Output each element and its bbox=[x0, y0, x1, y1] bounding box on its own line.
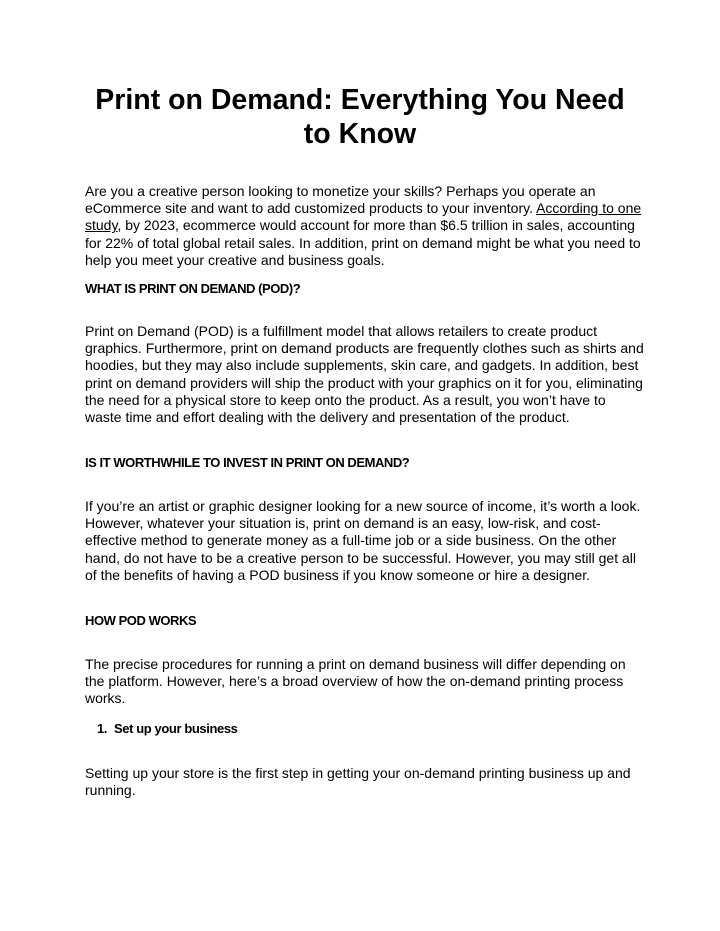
intro-paragraph bbox=[85, 183, 645, 269]
section-heading-worthwhile: IS IT WORTHWHILE TO INVEST IN PRINT ON DEMAND? bbox=[85, 455, 410, 470]
page-title: Print on Demand: Everything You Need to Know bbox=[95, 84, 625, 150]
section-body-how-pod-works: The precise procedures for running a print on demand business will differ depending on the platform. However, here’s a broad overview of how the on-demand printing process works. bbox=[85, 656, 626, 707]
step-number: 1. bbox=[96, 721, 107, 736]
section-body-what-is-pod: Print on Demand (POD) is a fulfillment model that allows retailers to create product graphics. Furthermore, print on demand products are frequently clothes such as shirts and hoodies, but they may also include supplements, skin care, and gadgets. In addition, best print on demand providers will ship the product with your graphics on it for you, eliminating the need for a physical store to keep onto the product. As a result, you won’t have to waste time and effort dealing with the delivery and presentation of the product. bbox=[85, 323, 644, 426]
intro-text-start: Are you a creative person looking to monetize your skills? Perhaps you operate an eCommerce site and want to add customized products to your inventory. bbox=[85, 183, 596, 217]
step-label: Set up your business bbox=[114, 721, 238, 736]
intro-text-end: , by 2023, ecommerce would account for more than $6.5 trillion in sales, accounting for 22% of total global retail sales. In addition, print on demand might be what you need to help you meet your creative and business goals. bbox=[85, 217, 641, 268]
section-heading-what-is-pod: WHAT IS PRINT ON DEMAND (POD)? bbox=[85, 281, 301, 296]
list-item bbox=[85, 720, 237, 737]
step-body-setup: Setting up your store is the first step in getting your on-demand printing business up and running. bbox=[85, 765, 631, 799]
study-link[interactable]: According to one study bbox=[85, 200, 642, 234]
section-heading-how-pod-works: HOW POD WORKS bbox=[85, 613, 197, 628]
steps-list bbox=[85, 720, 237, 737]
section-body-worthwhile: If you’re an artist or graphic designer looking for a new source of income, it’s worth a look. However, whatever your situation is, print on demand is an easy, low-risk, and cost-effective method to generate money as a full-time job or a side business. On the other hand, do not have to be a creative person to be successful. However, you may still get all of the benefits of having a POD business if you know someone or hire a designer. bbox=[85, 498, 641, 583]
